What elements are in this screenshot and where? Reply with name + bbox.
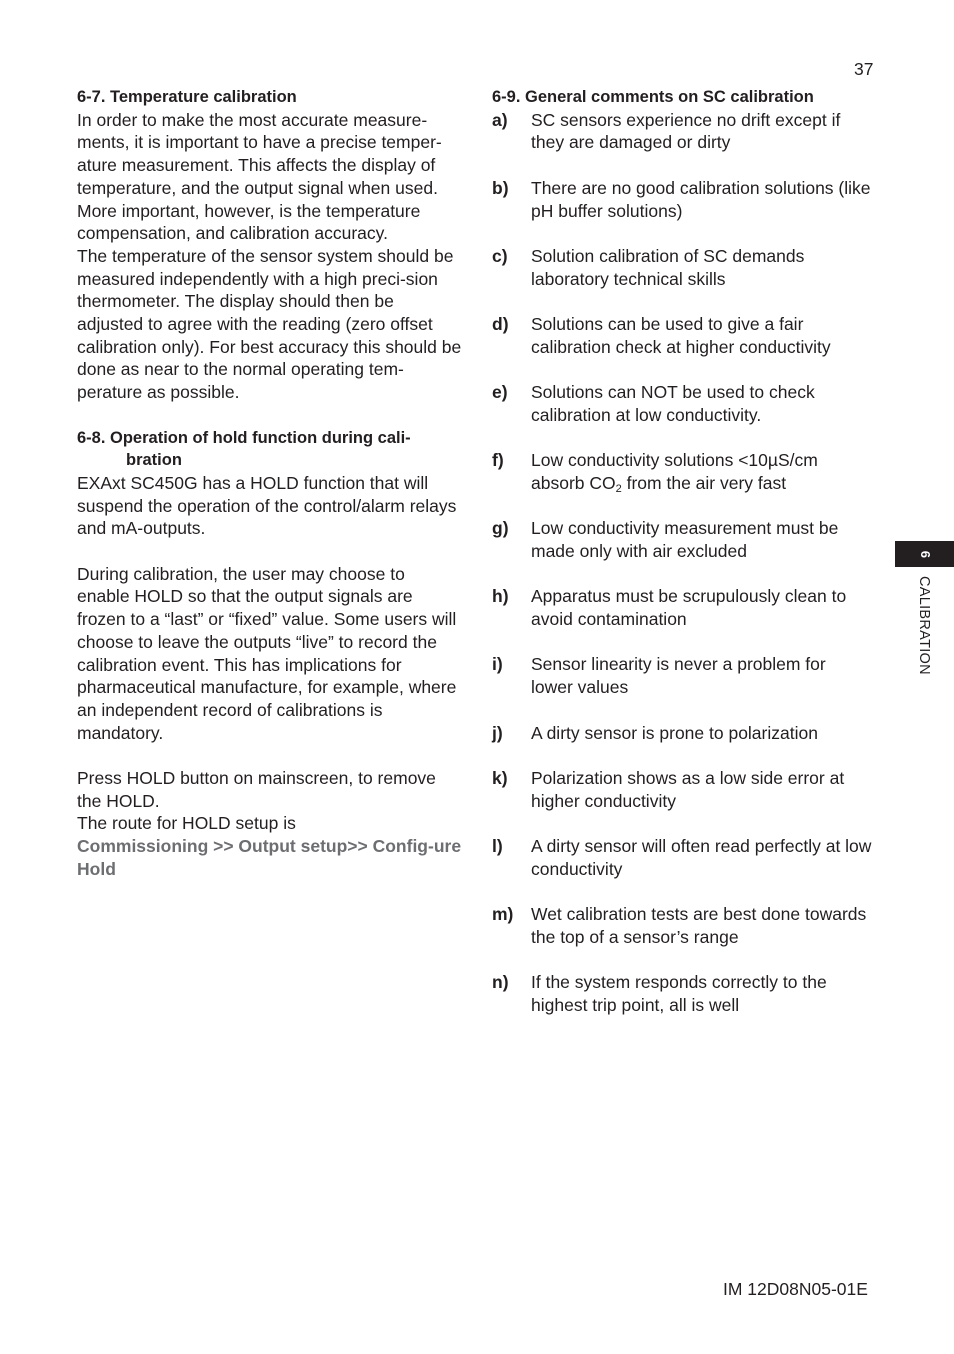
- list-item-label: n): [492, 972, 509, 993]
- section-6-8-paragraph-2: During calibration, the user may choose to enable HOLD so that the output signals are frozen to a “last” or “fixed” value. Some users will choose to leave the outputs “live” to record the calibration event. This has implications for pharmaceutical manufacture, for example, where an independent record of calibrations is mandatory.: [77, 563, 457, 743]
- list-item-text: If the system responds correctly to the highest trip point, all is well: [531, 972, 827, 1015]
- list-item: [492, 517, 872, 562]
- list-item-text: Low conductivity measurement must be made only with air excluded: [531, 518, 839, 561]
- chapter-tab: [895, 541, 954, 567]
- hold-setup-route: Commissioning >> Output setup>> Config-ure Hold: [77, 836, 462, 879]
- list-item-text: Wet calibration tests are best done towards the top of a sensor’s range: [531, 904, 867, 947]
- section-6-8-heading-line-2: bration: [126, 451, 182, 470]
- list-item: [492, 381, 872, 426]
- section-6-7-paragraph-2: The temperature of the sensor system should be measured independently with a high preci-sion thermometer. The display should then be adjusted to agree with the reading (zero offset calibration only). For best accuracy this should be done as near to the normal operating tem-perature as possible.: [77, 245, 462, 403]
- list-item-label: d): [492, 313, 509, 334]
- list-item-text: Sensor linearity is never a problem for lower values: [531, 654, 826, 698]
- list-item-text: SC sensors experience no drift except if they are damaged or dirty: [531, 109, 841, 153]
- list-item: [492, 585, 872, 630]
- list-item-text: A dirty sensor will often read perfectly at low conductivity: [531, 836, 872, 879]
- section-6-8-paragraph-3: Press HOLD button on mainscreen, to remove the HOLD.: [77, 768, 436, 811]
- list-item-label: j): [492, 722, 503, 743]
- section-6-8-paragraph-1: EXAxt SC450G has a HOLD function that will suspend the operation of the control/alarm relays and mA-outputs.: [77, 472, 457, 539]
- page-number: 37: [854, 59, 874, 79]
- list-item: [492, 971, 872, 1016]
- list-item: [492, 313, 872, 358]
- list-item-text: Polarization shows as a low side error at higher conductivity: [531, 767, 845, 811]
- document-id: IM 12D08N05-01E: [723, 1279, 868, 1299]
- list-item: [492, 903, 872, 948]
- section-6-8-heading-line-1: 6-8. Operation of hold function during cali-: [77, 428, 411, 447]
- list-item-label: e): [492, 382, 508, 403]
- list-item-label: i): [492, 654, 503, 675]
- list-item-text-part-2: from the air very fast: [621, 472, 787, 493]
- list-item: [492, 109, 872, 154]
- section-6-7-paragraph-1: In order to make the most accurate measure-ments, it is important to have a precise temper-ature measurement. This affects the display of temperature, and the output signal when used. More important, however, is the temperature compensation, and calibration accuracy.: [77, 109, 442, 244]
- chapter-tab-number: 6: [917, 550, 933, 558]
- list-item: [492, 767, 872, 812]
- list-item-label: b): [492, 177, 509, 198]
- section-6-8-heading: [77, 427, 462, 472]
- chapter-tab-label: CALIBRATION: [916, 576, 932, 675]
- list-item-text: Apparatus must be scrupulously clean to avoid contamination: [531, 586, 847, 630]
- section-6-8-paragraph-4: The route for HOLD setup is: [77, 813, 296, 834]
- section-6-7-heading: 6-7. Temperature calibration: [77, 88, 297, 106]
- list-item-text-part-1: Low conductivity solutions <10µS/cm absorb CO: [531, 450, 818, 493]
- subscript-2: 2: [615, 482, 622, 495]
- list-item: [492, 177, 872, 222]
- list-item-label: c): [492, 245, 508, 266]
- list-item-text: Solution calibration of SC demands laboratory technical skills: [531, 245, 805, 289]
- list-item: [492, 722, 872, 745]
- section-6-9-heading: 6-9. General comments on SC calibration: [492, 88, 814, 106]
- list-item-text: [531, 449, 872, 494]
- list-item-text: There are no good calibration solutions (like pH buffer solutions): [531, 177, 871, 221]
- list-item-label: h): [492, 586, 509, 607]
- left-column: [77, 86, 462, 881]
- list-item-label: f): [492, 450, 504, 471]
- list-item-text: Solutions can be used to give a fair calibration check at higher conductivity: [531, 313, 831, 357]
- list-item-text: Solutions can NOT be used to check calibration at low conductivity.: [531, 382, 815, 425]
- list-item: [492, 835, 872, 880]
- right-column: [492, 86, 872, 1039]
- list-item: [492, 653, 872, 698]
- list-item-label: k): [492, 767, 508, 788]
- list-item-label: l): [492, 836, 503, 857]
- list-item-text: A dirty sensor is prone to polarization: [531, 722, 818, 743]
- list-item-label: m): [492, 904, 514, 925]
- list-item-label: g): [492, 518, 509, 539]
- list-item: [492, 245, 872, 290]
- list-item: [492, 449, 872, 494]
- list-item-label: a): [492, 109, 508, 130]
